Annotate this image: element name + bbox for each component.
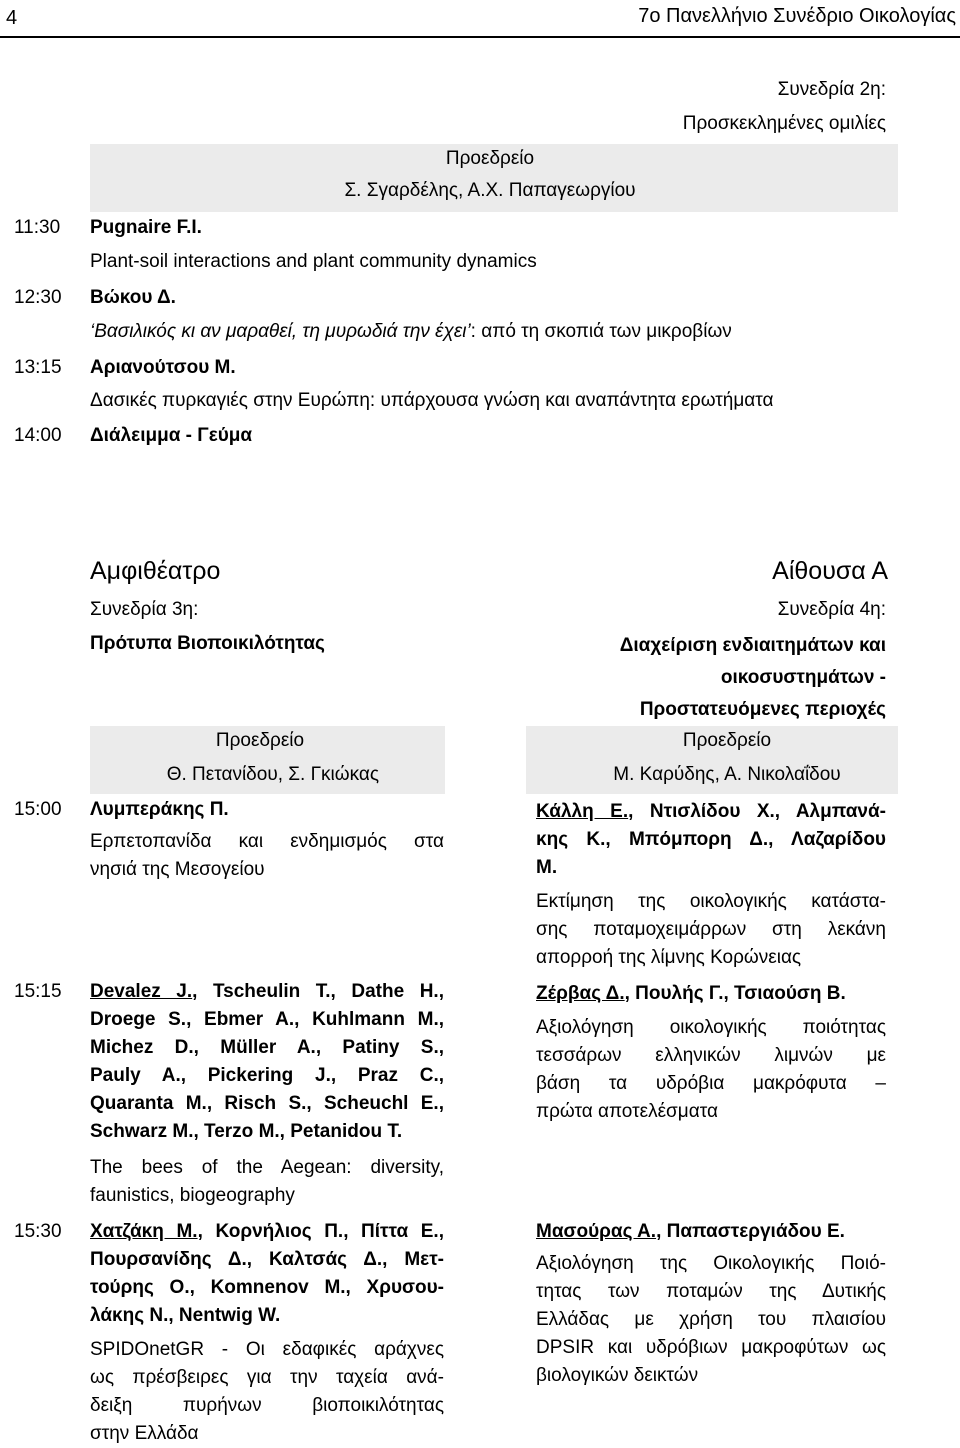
talk-title xyxy=(90,318,732,346)
talk-time: 11:30 xyxy=(14,217,61,238)
talk-title-line: βάση τα υδρόβια μακρόφυτα – xyxy=(536,1073,886,1094)
talk-authors: , Ντισλίδου Χ., Αλμπανά- xyxy=(628,801,886,822)
session2-chairs: Σ. Σγαρδέλης, Α.Χ. Παπαγεωργίου xyxy=(344,180,636,201)
right-session-title-line: Προστατευόμενες περιοχές xyxy=(639,699,886,720)
right-talk-2 xyxy=(536,980,886,1008)
talk-title-line: τητας των ποταμών της Δυτικής xyxy=(536,1281,886,1302)
talk-title-line: Αξιολόγηση οικολογικής ποιότητας xyxy=(536,1017,886,1038)
talk-presenter: Ζέρβας Δ. xyxy=(536,983,625,1004)
talk-authors-line: Michez D., Müller A., Patiny S., xyxy=(90,1037,444,1058)
talk-title-line: Ελλάδας με χρήση του πλαισίου xyxy=(536,1309,886,1330)
left-talk-3 xyxy=(90,1218,444,1330)
talk-title-line: απορροή της λίμνης Κορώνειας xyxy=(536,947,802,968)
right-talk-2-title xyxy=(536,1014,886,1126)
left-chair-label: Προεδρείο xyxy=(215,730,305,751)
talk-title: Plant-soil interactions and plant community dynamics xyxy=(90,251,537,272)
talk-authors: Αριανούτσου Μ. xyxy=(90,357,236,378)
talk-authors-line: Droege S., Ebmer A., Kuhlmann M., xyxy=(90,1009,444,1030)
left-chair-box xyxy=(90,726,445,794)
right-talk-3-title xyxy=(536,1250,886,1390)
right-session-title xyxy=(506,630,886,726)
talk-title-quote: ‘Βασιλικός κι αν μαραθεί, τη μυρωδιά την έχει’ xyxy=(90,321,471,342)
talk-title-line: σης ποταμοχειμάρρων στη λεκάνη xyxy=(536,919,886,940)
conference-title: 7ο Πανελλήνιο Συνέδριο Οικολογίας xyxy=(638,5,956,27)
talk-authors-line: λάκης Ν., Nentwig W. xyxy=(90,1305,281,1326)
talk-authors-line: Πουρσανίδης Δ., Καλτσάς Δ., Μετ- xyxy=(90,1249,444,1270)
talk-presenter: Μασούρας Α. xyxy=(536,1221,657,1242)
talk-time: 13:15 xyxy=(14,357,62,378)
right-session-label: Συνεδρία 4η: xyxy=(777,599,886,620)
talk-title-line: Αξιολόγηση της Οικολογικής Ποιό- xyxy=(536,1253,886,1274)
right-venue: Αίθουσα Α xyxy=(772,557,888,585)
left-talk-3-title xyxy=(90,1336,444,1448)
header-rule xyxy=(0,36,960,38)
talk-authors-line: Pauly A., Pickering J., Praz C., xyxy=(90,1065,444,1086)
right-session-title-line: Διαχείριση ενδιαιτημάτων και xyxy=(619,635,886,656)
right-chair-box xyxy=(526,726,898,794)
talk-title-line: Ερπετοπανίδα και ενδημισμός στα xyxy=(90,831,444,852)
right-talk-1 xyxy=(536,798,886,882)
talk-presenter: Χατζάκη Μ. xyxy=(90,1221,198,1242)
talk-time: 15:00 xyxy=(14,799,62,820)
talk-authors-line: Quaranta M., Risch S., Scheuchl E., xyxy=(90,1093,444,1114)
right-talk-3 xyxy=(536,1218,886,1246)
talk-time: 15:15 xyxy=(14,981,62,1002)
page-number: 4 xyxy=(6,7,18,29)
break-label: Διάλειμμα - Γεύμα xyxy=(90,425,253,446)
talk-title-line: νησιά της Μεσογείου xyxy=(90,859,265,880)
talk-time: 12:30 xyxy=(14,287,62,308)
right-chairs: Μ. Καρύδης, Α. Νικολαΐδου xyxy=(613,764,841,785)
talk-title-line: ως πρέσβειρες για την ταχεία ανά- xyxy=(90,1367,444,1388)
left-chairs: Θ. Πετανίδου, Σ. Γκιώκας xyxy=(166,764,379,785)
session2-chair-box xyxy=(90,144,898,212)
talk-title-line: τεσσάρων ελληνικών λιμνών με xyxy=(536,1045,886,1066)
talk-title: Δασικές πυρκαγιές στην Ευρώπη: υπάρχουσα γνώση και αναπάντητα ερωτήματα xyxy=(90,390,774,411)
talk-title-line: δειξη πυρήνων βιοποικιλότητας xyxy=(90,1395,444,1416)
left-talk-2-title xyxy=(90,1154,444,1210)
talk-title-line: SPIDOnetGR - Οι εδαφικές αράχνες xyxy=(90,1339,444,1360)
left-venue: Αμφιθέατρο xyxy=(90,557,221,585)
talk-authors-line: Μ. xyxy=(536,857,558,878)
talk-authors-line: τούρης Ο., Komnenov M., Χρυσου- xyxy=(90,1277,444,1298)
talk-time: 15:30 xyxy=(14,1221,62,1242)
left-session-label: Συνεδρία 3η: xyxy=(90,599,199,620)
break-time: 14:00 xyxy=(14,425,62,446)
left-talk-1 xyxy=(90,796,444,884)
left-talk-2 xyxy=(90,978,444,1146)
talk-presenter: Devalez J. xyxy=(90,981,193,1002)
session2-chair-label: Προεδρείο xyxy=(445,148,535,169)
talk-title-line: faunistics, biogeography xyxy=(90,1185,295,1206)
right-talk-1-title xyxy=(536,888,886,972)
right-chair-label: Προεδρείο xyxy=(682,730,772,751)
talk-authors: , Κορνήλιος Π., Πίττα Ε., xyxy=(197,1221,444,1242)
talk-title-line: Εκτίμηση της οικολογικής κατάστα- xyxy=(536,891,886,912)
talk-authors: , Tscheulin T., Dathe H., xyxy=(192,981,444,1002)
talk-authors-line: Schwarz M., Terzo M., Petanidou T. xyxy=(90,1121,403,1142)
talk-authors-line: κης Κ., Μπόμπορη Δ., Λαζαρίδου xyxy=(536,829,886,850)
left-session-title: Πρότυπα Βιοποικιλότητας xyxy=(90,633,325,654)
talk-authors: , Πουλής Γ., Τσιαούση Β. xyxy=(624,983,846,1004)
session2-label: Συνεδρία 2η: xyxy=(777,79,886,100)
talk-title-line: βιολογικών δεικτών xyxy=(536,1365,699,1386)
talk-title-line: The bees of the Aegean: diversity, xyxy=(90,1157,444,1178)
talk-authors: Pugnaire F.I. xyxy=(90,217,202,238)
talk-title-rest: : από τη σκοπιά των μικροβίων xyxy=(470,321,732,342)
session2-title: Προσκεκλημένες ομιλίες xyxy=(682,113,886,134)
talk-authors: Λυμπεράκης Π. xyxy=(90,799,229,820)
talk-authors: Βώκου Δ. xyxy=(90,287,176,308)
talk-title-line: στην Ελλάδα xyxy=(90,1423,199,1444)
talk-authors: , Παπαστεργιάδου Ε. xyxy=(656,1221,845,1242)
right-session-title-line: οικοσυστημάτων - xyxy=(720,667,886,688)
talk-title-line: πρώτα αποτελέσματα xyxy=(536,1101,718,1122)
talk-presenter: Κάλλη Ε. xyxy=(536,801,629,822)
talk-title-line: DPSIR και υδρόβιων μακροφύτων ως xyxy=(536,1337,886,1358)
